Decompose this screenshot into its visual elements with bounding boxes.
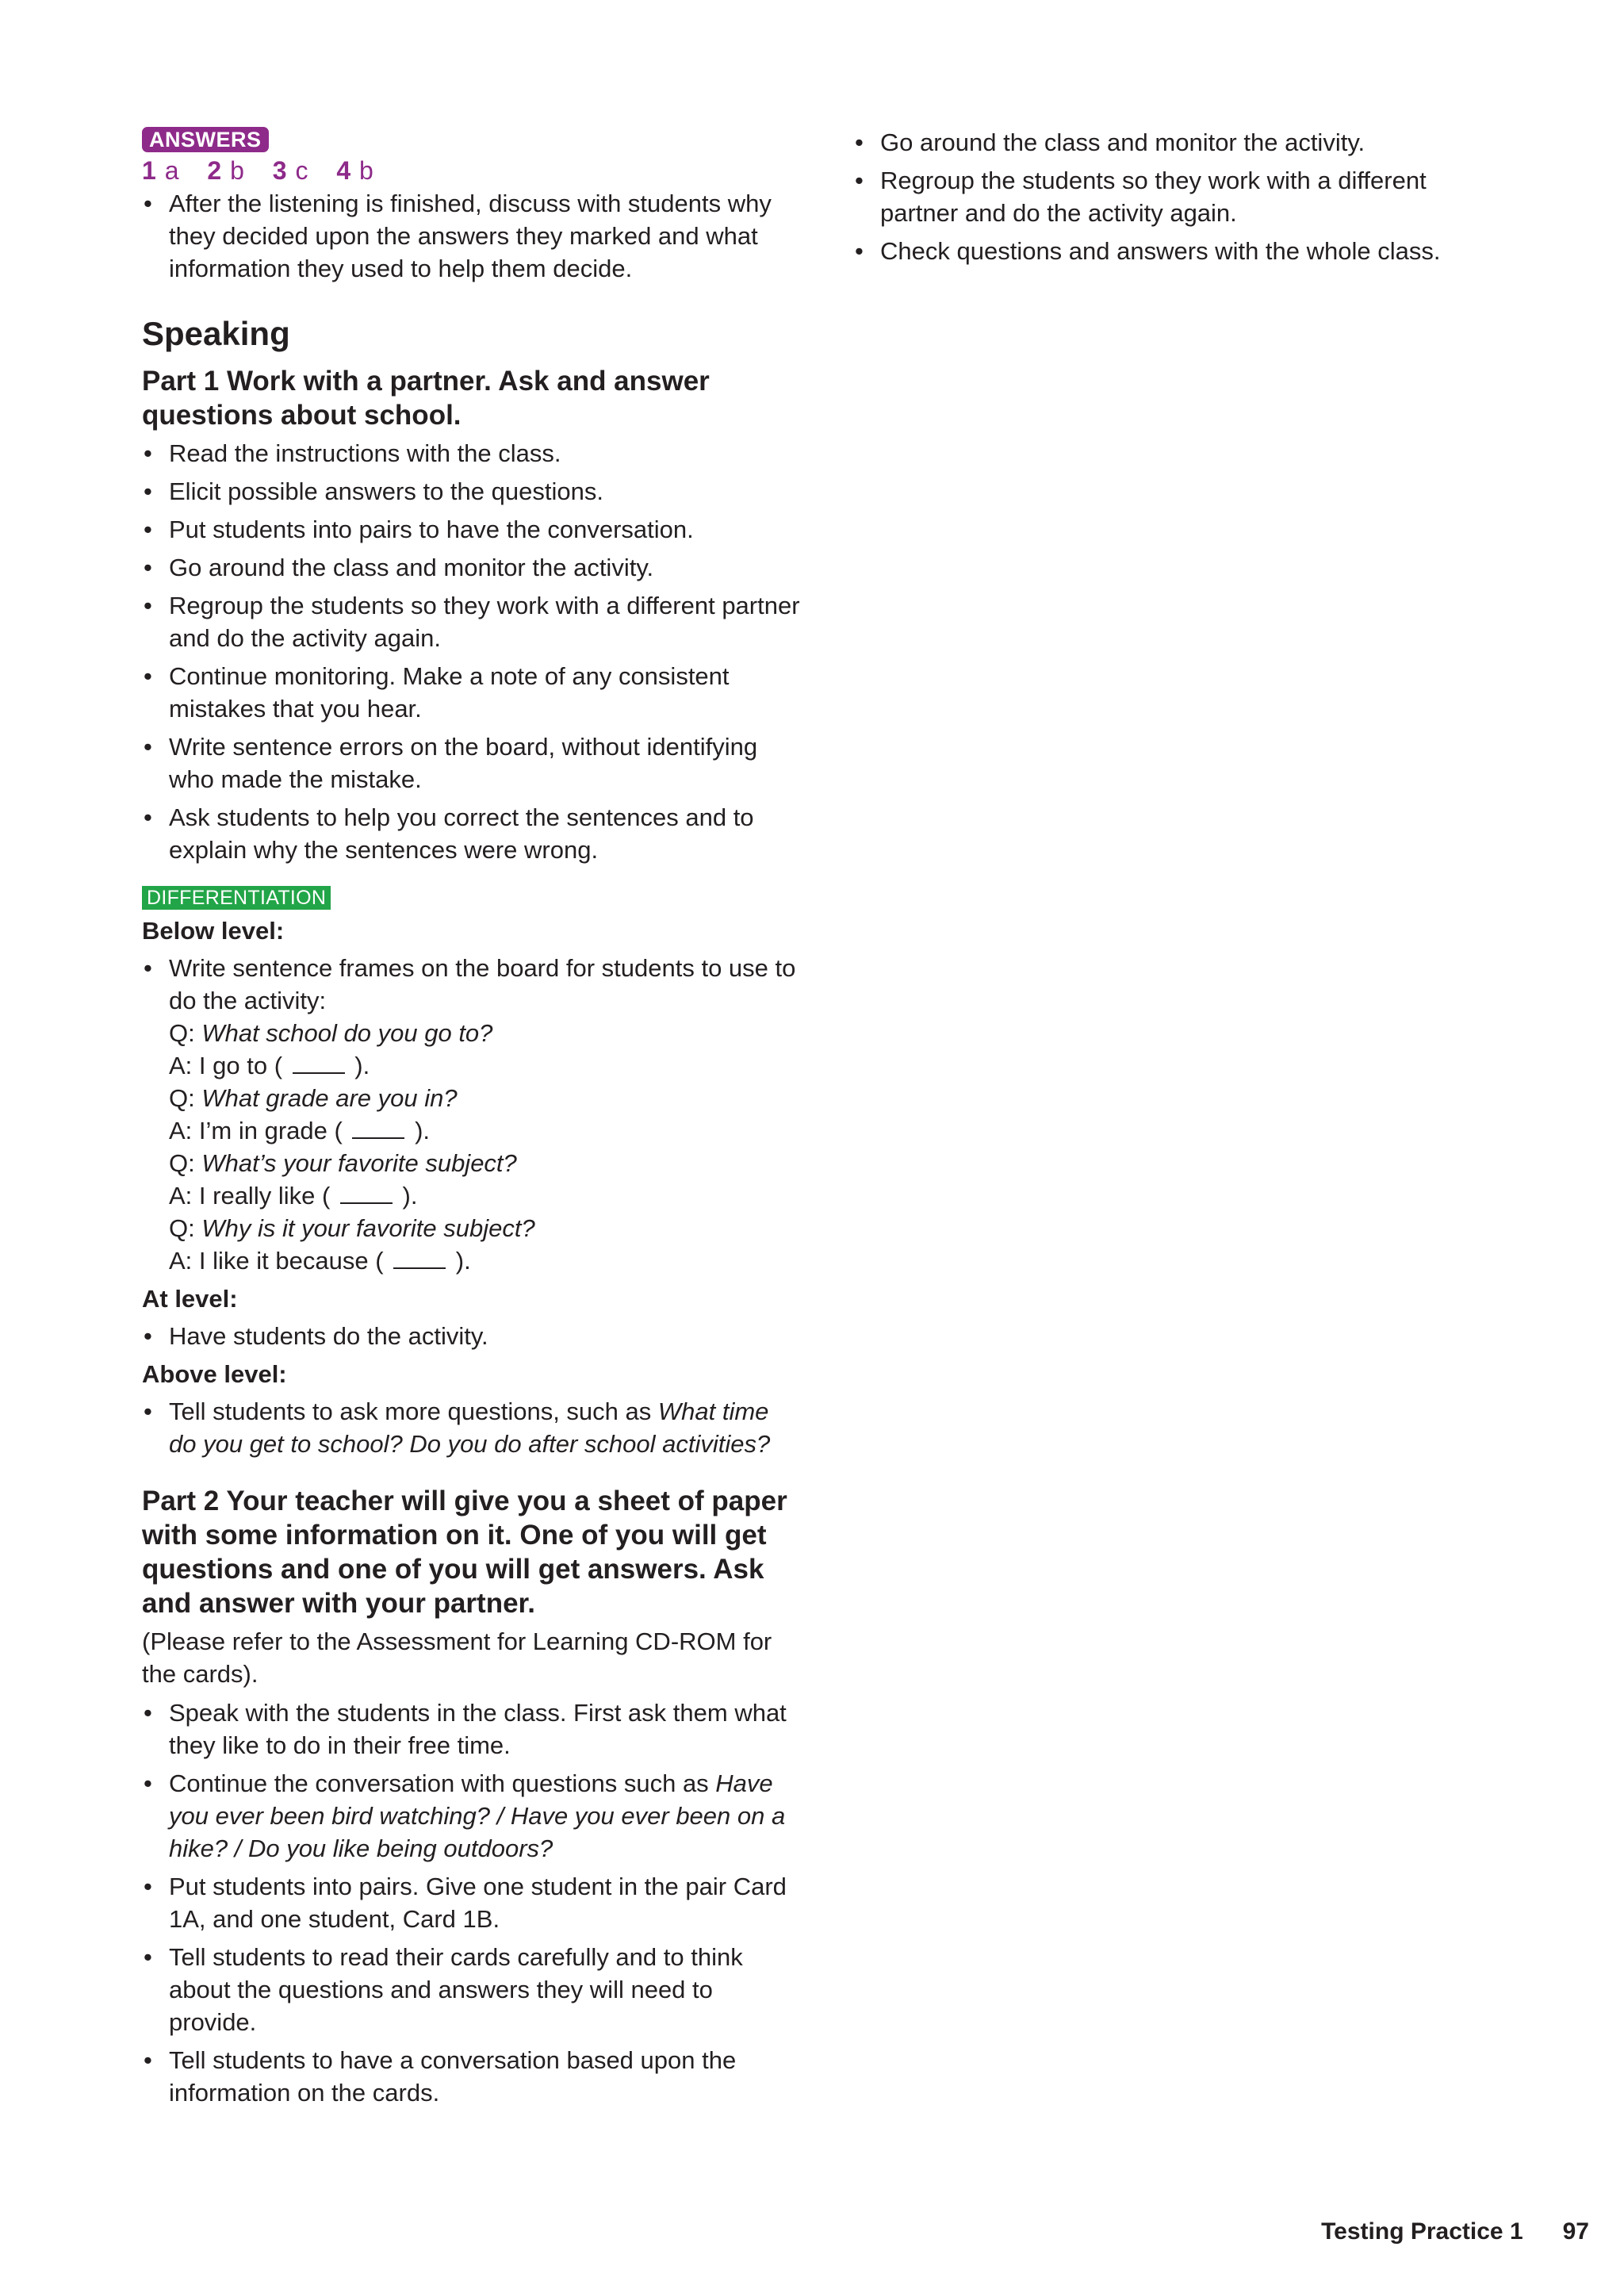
part2-note: (Please refer to the Assessment for Learning CD-ROM for the cards).: [142, 1627, 772, 1688]
list-item: • After the listening is finished, discuss with students why they decided upon the answers they marked and what information they used to help them decide.: [142, 187, 800, 285]
page-number: 97: [1562, 2218, 1589, 2245]
sentence-frame: A: I go to ( ).: [169, 1052, 370, 1079]
footer-title: Testing Practice 1: [1321, 2218, 1523, 2245]
blank-line: [393, 1250, 446, 1269]
list-item: [142, 952, 800, 1277]
left-column: [142, 127, 800, 2114]
part1-bullets: [142, 437, 800, 866]
list-item: • Regroup the students so they work with a different partner and do the activity again.: [853, 164, 1472, 229]
list-item: • Continue the conversation with questions such as Have you ever been bird watching? / Have you ever been on a hike? / Do you like being outdoors?: [142, 1767, 800, 1865]
part2-title: Part 2 Your teacher will give you a sheet of paper with some information on it. One of you will get questions and one of you will get answers. Ask and answer with your partner.: [142, 1486, 787, 1619]
at-level-title: At level:: [142, 1285, 238, 1313]
answer-item: 3 c: [272, 156, 309, 185]
sentence-frame: Q: Why is it your favorite subject?: [169, 1214, 535, 1242]
sentence-frame: Q: What school do you go to?: [169, 1019, 493, 1047]
section-title-speaking: Speaking: [142, 315, 290, 352]
below-level-bullets: [142, 952, 800, 1277]
part2-bullets-continued: [853, 126, 1472, 267]
list-item: • Speak with the students in the class. First ask them what they like to do in their free time.: [142, 1696, 800, 1762]
sentence-frame: Q: What grade are you in?: [169, 1084, 458, 1112]
list-item: • Ask students to help you correct the sentences and to explain why the sentences were wrong.: [142, 801, 800, 866]
answer-item: 1 a: [142, 156, 180, 185]
answers-label: ANSWERS: [142, 127, 269, 152]
part2-bullets: [142, 1696, 800, 2109]
list-item: • Write sentence errors on the board, without identifying who made the mistake.: [142, 730, 800, 796]
below-level-intro: Write sentence frames on the board for students to use to do the activity:: [169, 954, 796, 1014]
list-item: • Put students into pairs. Give one student in the pair Card 1A, and one student, Card 1B.: [142, 1870, 800, 1935]
list-item: • Regroup the students so they work with a different partner and do the activity again.: [142, 589, 800, 654]
above-level-bullets: [142, 1395, 800, 1460]
sentence-frame: Q: What’s your favorite subject?: [169, 1149, 517, 1177]
answer-item: 2 b: [207, 156, 245, 185]
below-level-title: Below level:: [142, 917, 285, 945]
page-footer: [1321, 2218, 1589, 2245]
blank-line: [352, 1120, 404, 1139]
list-item: • Tell students to ask more questions, such as What time do you get to school? Do you do after school activities?: [142, 1395, 800, 1460]
list-item: • Put students into pairs to have the conversation.: [142, 513, 800, 546]
list-item: • Elicit possible answers to the questions.: [142, 475, 800, 508]
blank-line: [340, 1185, 393, 1204]
list-item: • Have students do the activity.: [142, 1320, 800, 1352]
sentence-frame: A: I’m in grade ( ).: [169, 1117, 430, 1144]
right-column: [853, 126, 1472, 273]
list-item: • Tell students to have a conversation based upon the information on the cards.: [142, 2044, 800, 2109]
list-item: • Go around the class and monitor the activity.: [853, 126, 1472, 159]
sentence-frame: A: I like it because ( ).: [169, 1247, 471, 1275]
answers-bullets: [142, 187, 800, 285]
sentence-frame: A: I really like ( ).: [169, 1182, 418, 1210]
answer-item: 4 b: [336, 156, 374, 185]
list-item: • Check questions and answers with the whole class.: [853, 235, 1472, 267]
blank-line: [293, 1055, 345, 1074]
answer-key: [142, 154, 800, 187]
part1-title: Part 1 Work with a partner. Ask and answer questions about school.: [142, 366, 710, 431]
list-item: • Tell students to read their cards carefully and to think about the questions and answers they will need to provide.: [142, 1941, 800, 2038]
differentiation-label: DIFFERENTIATION: [142, 886, 331, 910]
above-level-title: Above level:: [142, 1360, 287, 1388]
list-item: • Go around the class and monitor the activity.: [142, 551, 800, 584]
at-level-bullets: [142, 1320, 800, 1352]
list-item: • Continue monitoring. Make a note of any consistent mistakes that you hear.: [142, 660, 800, 725]
list-item: • Read the instructions with the class.: [142, 437, 800, 470]
